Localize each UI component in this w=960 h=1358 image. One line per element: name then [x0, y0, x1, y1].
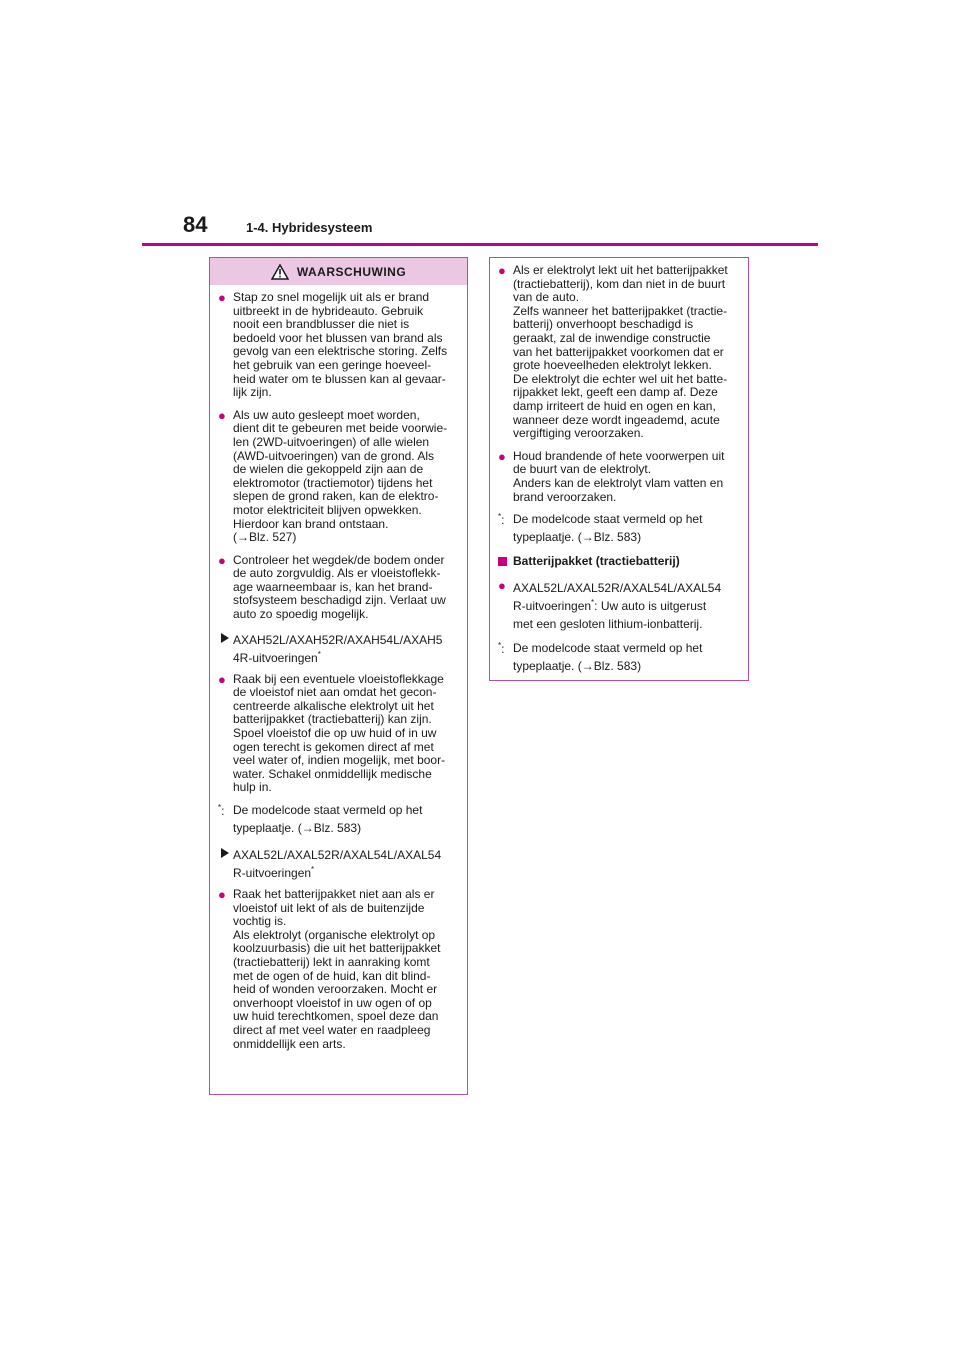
- footnote: [498, 639, 738, 675]
- warning-item: [218, 291, 457, 400]
- footnote-mark: *: [218, 803, 222, 812]
- section-heading: [498, 555, 738, 570]
- warning-item-text: Controleer het wegdek/de bodem onder de auto zorgvuldig. Als er vloeistoflekk- age waarneembaar is, kan het brand- stofsysteem beschadigd zijn. Verlaat uw auto zo spoedig mogelijk.: [233, 552, 446, 622]
- model-label: AXAL52L/AXAL52R/AXAL54L/AXAL54 R-uitvoeringen: [513, 580, 722, 613]
- square-bullet-icon: [498, 555, 513, 570]
- footnote-mark: *: [591, 597, 595, 607]
- footnote-colon: :: [501, 641, 505, 656]
- bullet-icon: ●: [218, 407, 226, 423]
- footnote-text: De modelcode staat vermeld op het typeplaatje. (→Blz. 583): [513, 512, 703, 545]
- warning-item-text: Als er elektrolyt lekt uit het batterijpakket (tractiebatterij), kom dan niet in de buurt van de auto. Zelfs wanneer het batterijpakket (tractie- batterij) onverhoopt beschadigd is geraakt, zal de inwendige constructie van het batterijpakket voorkomen dat er grote hoeveelheden elektrolyt lekken. De elektrolyt die echter wel uit het batte- rijpakket lekt, geeft een damp af. Deze damp irriteert de huid en ogen en kan, wanneer deze wordt ingeademd, acute vergiftiging veroorzaken.: [513, 263, 728, 441]
- warning-title: WAARSCHUWING: [296, 264, 407, 279]
- model-subheading: [218, 631, 457, 667]
- arrow-right-icon: [218, 846, 233, 882]
- footnote-text: De modelcode staat vermeld op het typeplaatje. (→Blz. 583): [233, 803, 423, 835]
- warning-item-text: Houd brandende of hete voorwerpen uit de buurt van de elektrolyt. Anders kan de elektrolyt vlam vatten en brand veroorzaken.: [513, 448, 725, 504]
- warning-triangle-icon: [271, 264, 289, 280]
- warning-header: [210, 258, 467, 285]
- footnote: [218, 801, 457, 837]
- footnote-colon: :: [221, 804, 225, 818]
- model-label: AXAH52L/AXAH52R/AXAH54L/AXAH5 4R-uitvoeringen: [233, 632, 443, 665]
- bullet-icon: ●: [498, 448, 506, 464]
- warning-box: [209, 257, 468, 1095]
- footnote: [498, 510, 738, 546]
- warning-item: [218, 888, 457, 1051]
- warning-box-continued: [489, 257, 749, 681]
- bullet-icon: ●: [218, 290, 226, 305]
- model-label: AXAL52L/AXAL52R/AXAL54L/AXAL54 R-uitvoeringen: [233, 848, 442, 880]
- bullet-icon: ●: [218, 552, 226, 568]
- warning-item: [498, 579, 738, 633]
- bullet-icon: ●: [498, 577, 506, 593]
- footnote-mark: *: [498, 512, 502, 522]
- warning-item: [218, 673, 457, 795]
- header-rule: [142, 243, 818, 246]
- bullet-icon: ●: [498, 263, 506, 278]
- footnote-mark: *: [498, 640, 502, 650]
- warning-item: [498, 450, 738, 504]
- warning-item: [218, 554, 457, 622]
- bullet-icon: ●: [218, 671, 226, 687]
- footnote-mark: *: [317, 649, 321, 659]
- item-text: : Uw auto is uitgerust met een gesloten lithium-ionbatterij.: [513, 598, 707, 631]
- bullet-icon: ●: [218, 887, 226, 902]
- warning-item: [498, 264, 738, 441]
- warning-item-text: Stap zo snel mogelijk uit als er brand uitbreekt in de hybrideauto. Gebruik nooit een brandblusser die niet is bedoeld voor het blussen van brand als gevolg van een elektrische storing. Zelfs het gebruik van een geringe hoeveel- heid water om te blussen kan al gevaar- lijk zijn.: [233, 290, 448, 400]
- warning-item: [218, 409, 457, 545]
- footnote-mark: *: [311, 865, 315, 874]
- footnote-text: De modelcode staat vermeld op het typeplaatje. (→Blz. 583): [513, 640, 703, 673]
- warning-item-text: Raak bij een eventuele vloeistoflekkage de vloeistof niet aan omdat het gecon- centreerde alkalische elektrolyt uit het batterijpakket (tractiebatterij) kan zijn. Spoel vloeistof die op uw huid of in uw ogen terecht is gekomen direct af met veel water of, indien mogelijk, met boor- water. Schakel onmiddellijk medische hulp in.: [233, 671, 446, 795]
- arrow-right-icon: [218, 631, 233, 667]
- model-subheading: [218, 846, 457, 882]
- warning-item-text: Als uw auto gesleept moet worden, dient dit te gebeuren met beide voorwie- len (2WD-uitvoeringen) of alle wielen (AWD-uitvoeringen) van de grond. Als de wielen die gekoppeld zijn aan de elektromotor (tractiemotor) tijdens het slepen de grond raken, kan de elektro- motor elektriciteit blijven opwekken. Hierdoor kan brand ontstaan. (→Blz. 527): [233, 407, 448, 545]
- page-number: 84: [183, 212, 208, 237]
- section-title: 1-4. Hybridesysteem: [246, 220, 373, 235]
- warning-item-text: Raak het batterijpakket niet aan als er vloeistof uit lekt of als de buitenzijde vochtig is. Als elektrolyt (organische elektrolyt op koolzuurbasis) die uit het batterijpakket (tractiebatterij) lekt in aanraking komt met de ogen of de huid, kan dit blind- heid of wonden veroorzaken. Mocht er onverhoopt vloeistof in uw ogen of op uw huid terechtkomen, spoel deze dan direct af met veel water en raadpleeg onmiddellijk een arts.: [233, 887, 441, 1051]
- footnote-colon: :: [501, 513, 505, 528]
- heading-text: Batterijpakket (tractiebatterij): [513, 554, 680, 569]
